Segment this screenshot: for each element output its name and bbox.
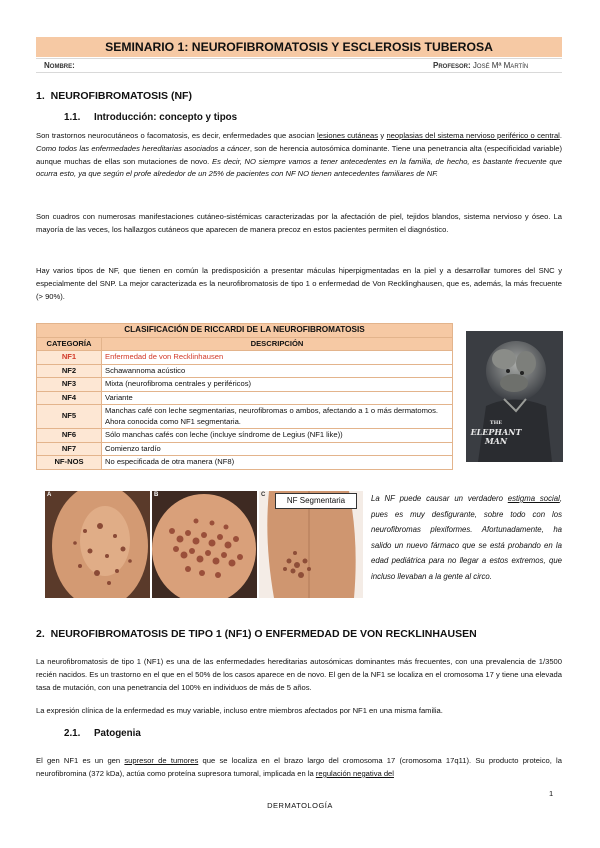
photo-b: [152, 491, 257, 598]
table-cell-category: NF1: [37, 351, 102, 365]
text-run: que se localiza en el brazo largo del cromosoma 17 (cromosoma 17q11). Su producto proteico, la neurofibromina (372 kDa), actúa como proteína supresora tumoral, implicada en la: [36, 756, 562, 778]
table-row: [37, 456, 453, 470]
section-1-title: NEUROFIBROMATOSIS (NF): [50, 90, 192, 102]
poster-title-line3: MAN: [484, 436, 508, 446]
subsection-1-1-title: Introducción: concepto y tipos: [93, 112, 238, 123]
photo-a: [45, 491, 150, 598]
section-2-title: NEUROFIBROMATOSIS DE TIPO 1 (NF1) O ENFERMEDAD DE VON RECKLINHAUSEN: [50, 628, 477, 640]
table-cell-category: NF5: [37, 405, 102, 429]
poster-title-line1: THE: [489, 420, 503, 426]
clinical-photos-panel: [45, 491, 363, 598]
profesor-label: Profesor:: [433, 61, 471, 70]
table-cell-category: NF2: [37, 364, 102, 378]
paragraph-pathogenesis: [36, 755, 562, 781]
underlined-term-estigma: estigma social: [507, 494, 560, 503]
text-run: El gen NF1 es un gen: [36, 756, 125, 765]
underlined-term-neoplasias: neoplasias del sistema nervioso periférico o central: [386, 131, 560, 140]
photo-a-label: A: [47, 492, 52, 498]
table-cell-description: Manchas café con leche segmentarias, neurofibromas o ambos, afectando a 1 o más dermatomos. Ahora conocida como NF1 segmentaria.: [102, 405, 453, 429]
photo-b-label: B: [154, 492, 159, 498]
table-cell-description: Enfermedad de von Recklinhausen: [102, 351, 453, 365]
table-cell-description: Variante: [102, 391, 453, 405]
table-row: [37, 351, 453, 365]
underlined-term-regulacion: regulación negativa del: [315, 768, 394, 778]
section-2-number: 2.: [36, 628, 45, 640]
profesor-value: José Mª Martín: [472, 61, 529, 70]
subsection-1-1-number: 1.1.: [64, 112, 81, 123]
subsection-1-1-heading: [64, 112, 237, 123]
table-cell-description: Comienzo tardío: [102, 442, 453, 456]
nombre-label: Nombre:: [44, 61, 75, 70]
header-info-row: [36, 58, 562, 73]
table-cell-category: NF-NOS: [37, 456, 102, 470]
paragraph-nf1-definition: La neurofibromatosis de tipo 1 (NF1) es una de las enfermedades hereditarias autosómicas dominantes más frecuentes, con una prevalencia de 1/3500 recién nacidos. Es un trastorno en el que en el 50% de los casos aparece en de novo. El gen de la NF1 se localiza en el cromosoma 17 y tiene una elevada tasa de mutación, con una penetrancia del 100% en individuos de más de 5 años.: [36, 657, 562, 692]
section-2-heading: [36, 628, 477, 640]
document-title: SEMINARIO 1: NEUROFIBROMATOSIS Y ESCLEROSIS TUBEROSA: [36, 37, 562, 57]
table-row: [37, 364, 453, 378]
nf-segmentaria-badge: NF Segmentaria: [275, 493, 357, 509]
section-1-heading: [36, 90, 192, 102]
text-run: .: [559, 131, 562, 140]
photo-c-label: C: [261, 492, 266, 498]
table-row: [37, 429, 453, 443]
table-cell-description: No especificada de otra manera (NF8): [102, 456, 453, 470]
column-header-category: CATEGORÍA: [37, 337, 102, 351]
subsection-2-1-number: 2.1.: [64, 728, 81, 739]
poster-title-line2: ELEPHANT: [470, 427, 522, 437]
table-row: [37, 442, 453, 456]
italic-note: Es decir, NO siempre vamos a tener antecedentes en la familia, de hecho, es bastante frecuente que ocurra esto, ya que según el profe alrededor de un 25% de pacientes con NF NO tienen antecedentes familiares de NF.: [36, 156, 562, 179]
text-run: , son de herencia autosómica dominante. Tiene una penetrancia alta (especificidad variable) aunque muchas de ellas son mutaciones de novo.: [36, 143, 562, 166]
table-cell-description: Mixta (neurofibroma centrales y periféricos): [102, 378, 453, 392]
table-row: [37, 405, 453, 429]
table-title: CLASIFICACIÓN DE RICCARDI DE LA NEUROFIBROMATOSIS: [37, 324, 453, 338]
page-number: 1: [549, 789, 554, 798]
profesor-line: [433, 61, 528, 70]
text-run: La NF puede causar un verdadero: [371, 494, 508, 503]
elephant-man-poster: [466, 331, 563, 462]
table-row: [37, 378, 453, 392]
paragraph-intro: [36, 130, 562, 181]
table-cell-category: NF6: [37, 429, 102, 443]
paragraph-clinical-expression: La expresión clínica de la enfermedad es muy variable, incluso entre miembros afectados por NF1 en una misma familia.: [36, 706, 443, 715]
paragraph-manifestations: Son cuadros con numerosas manifestaciones cutáneo-sistémicas caracterizadas por la afectación de piel, tejidos blandos, sistema nervioso y óseo. La mayoría de las veces, los hallazgos cutáneos que aparecen de manera precoz en estos pacientes permiten el diagnóstico.: [36, 212, 562, 234]
text-run: y: [378, 131, 387, 140]
table-cell-category: NF4: [37, 391, 102, 405]
subsection-2-1-title: Patogenia: [93, 728, 141, 739]
table-cell-category: NF7: [37, 442, 102, 456]
column-header-description: DESCRIPCIÓN: [102, 337, 453, 351]
table-row: [37, 391, 453, 405]
italic-note: Como todos las enfermedades hereditarias asociados a cáncer: [36, 143, 250, 153]
paragraph-types: Hay varios tipos de NF, que tienen en común la predisposición a presentar máculas hiperpigmentadas en la piel y a desarrollar tumores del SNC y especialmente del SNP. La mejor caracterizada es la neurofibromatosis de tipo 1 o enfermedad de Von Recklinghausen, que es, además, la más frecuente (> 90%).: [36, 266, 562, 301]
section-1-number: 1.: [36, 90, 45, 102]
underlined-term-cutaneous: lesiones cutáneas: [317, 131, 379, 140]
riccardi-classification-table: [36, 323, 453, 470]
footer-subject: DERMATOLOGÍA: [267, 801, 333, 810]
table-cell-description: Schawannoma acústico: [102, 364, 453, 378]
photo-caption: [371, 491, 562, 584]
text-run: Son trastornos neurocutáneos o facomatosis, es decir, enfermedades que asocian: [36, 131, 318, 140]
underlined-term-supresor: supresor de tumores: [124, 756, 199, 765]
subsection-2-1-heading: [64, 728, 141, 739]
text-run: , pues es muy desfigurante, sobre todo con los neurofibromas plexiformes. Afortunadamente, ha salido un nuevo fármaco que se está probando en la edad pediátrica para no llegar a estos extremos, que incluso llevaban a la gente al circo.: [371, 494, 562, 581]
table-cell-description: Sólo manchas cafés con leche (incluye síndrome de Legius (NF1 like)): [102, 429, 453, 443]
table-cell-category: NF3: [37, 378, 102, 392]
